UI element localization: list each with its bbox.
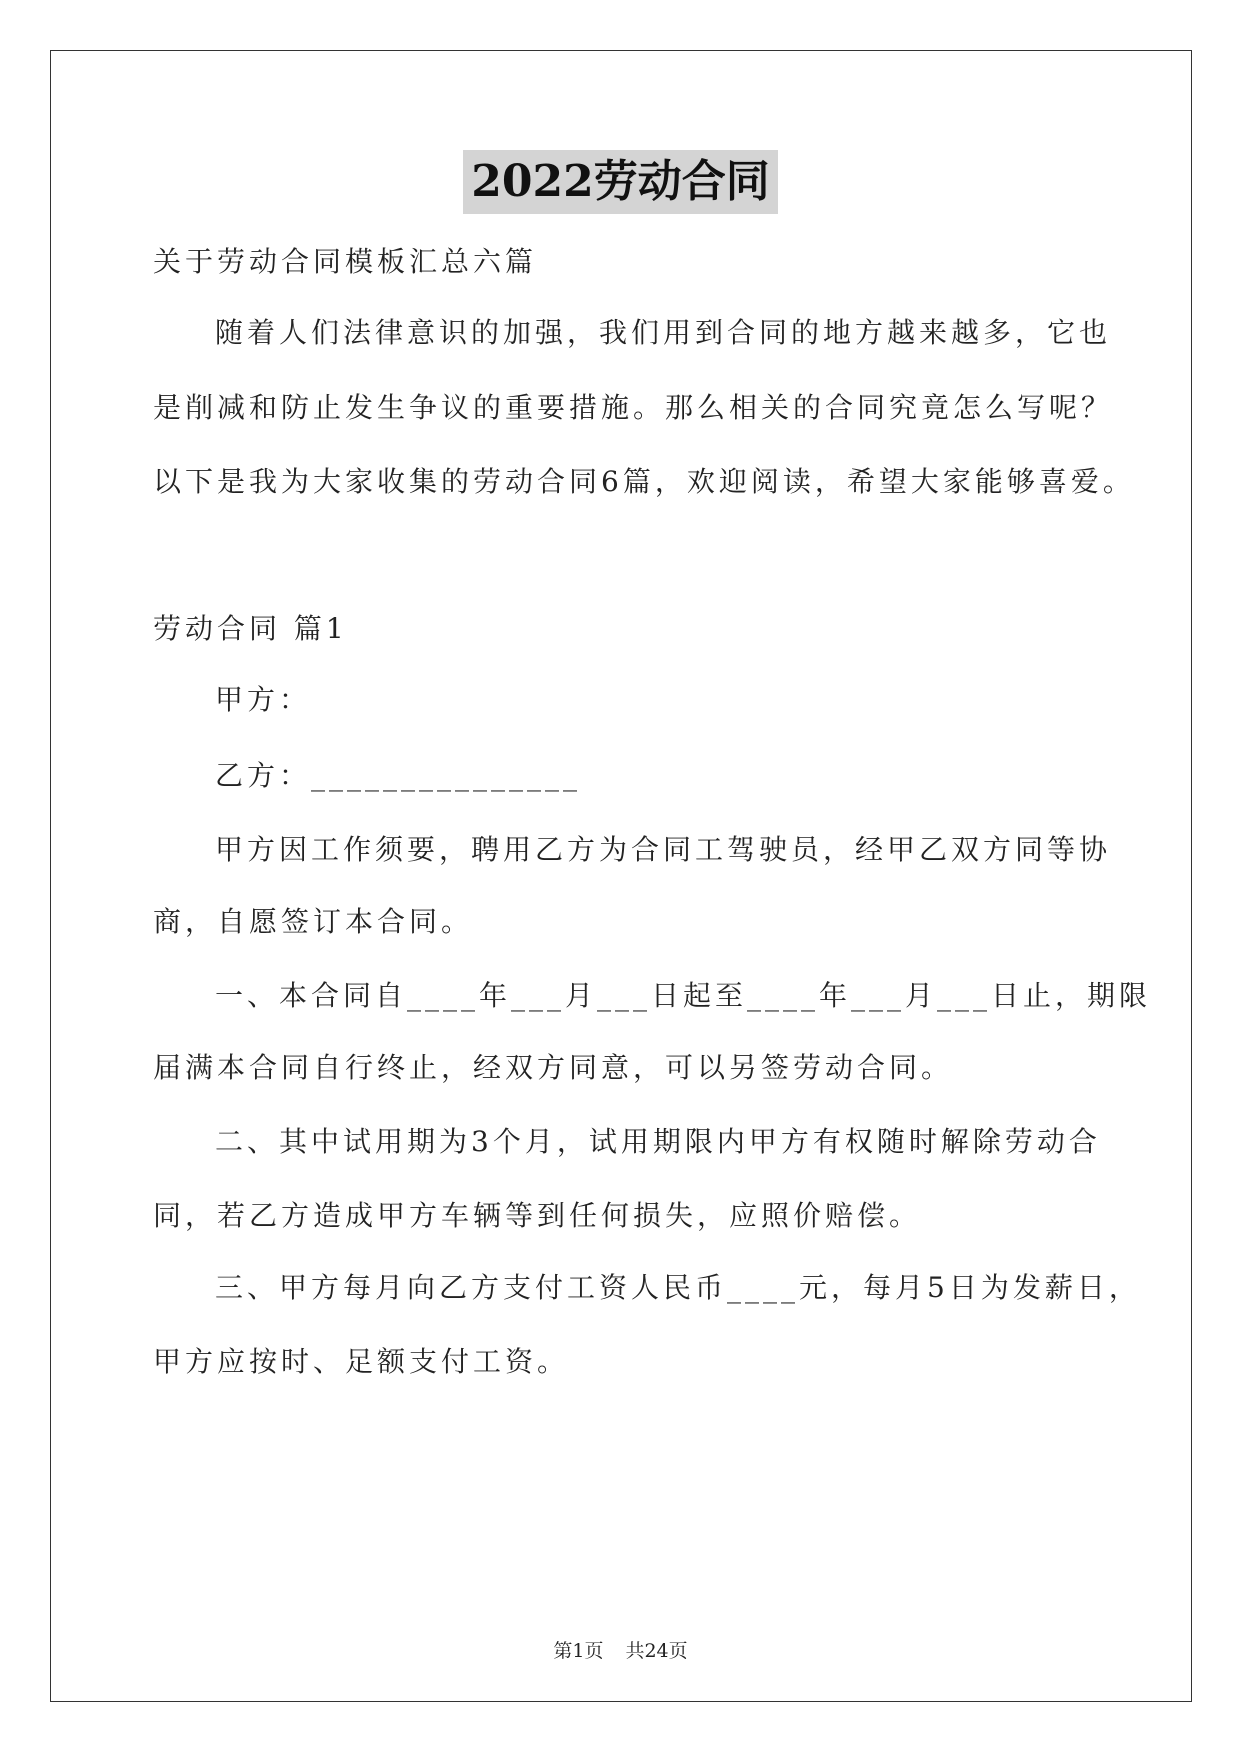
page-number: 第1页 xyxy=(553,1640,604,1662)
page-total: 共24页 xyxy=(625,1640,688,1662)
body-line-3: 一、本合同自____年___月___日起至____年___月___日止，期限 xyxy=(215,979,1152,1012)
body-line-4: 届满本合同自行终止，经双方同意，可以另签劳动合同。 xyxy=(153,1051,954,1084)
body-line-2: 商，自愿签订本合同。 xyxy=(153,905,474,938)
intro-line-1: 随着人们法律意识的加强，我们用到合同的地方越来越多，它也 xyxy=(215,316,1112,349)
document-title: 2022劳动合同 xyxy=(463,150,777,214)
body-line-5: 二、其中试用期为3个月，试用期限内甲方有权随时解除劳动合 xyxy=(215,1125,1101,1158)
body-line-6: 同，若乙方造成甲方车辆等到任何损失，应照价赔偿。 xyxy=(153,1199,922,1232)
document-subtitle: 关于劳动合同模板汇总六篇 xyxy=(153,245,538,278)
title-container xyxy=(0,150,1241,214)
party-b-label: 乙方：_______________ xyxy=(215,759,582,792)
body-line-7: 三、甲方每月向乙方支付工资人民币____元，每月5日为发薪日， xyxy=(215,1271,1141,1304)
intro-line-2: 是削减和防止发生争议的重要措施。那么相关的合同究竟怎么写呢？ xyxy=(153,391,1114,424)
page-border xyxy=(50,50,1192,1702)
intro-line-3: 以下是我为大家收集的劳动合同6篇，欢迎阅读，希望大家能够喜爱。 xyxy=(153,465,1135,498)
body-line-8: 甲方应按时、足额支付工资。 xyxy=(153,1345,570,1378)
party-a-label: 甲方： xyxy=(215,683,312,716)
section-heading: 劳动合同 篇1 xyxy=(153,612,348,645)
page-footer xyxy=(0,1636,1241,1663)
body-line-1: 甲方因工作须要，聘用乙方为合同工驾驶员，经甲乙双方同等协 xyxy=(215,833,1112,866)
